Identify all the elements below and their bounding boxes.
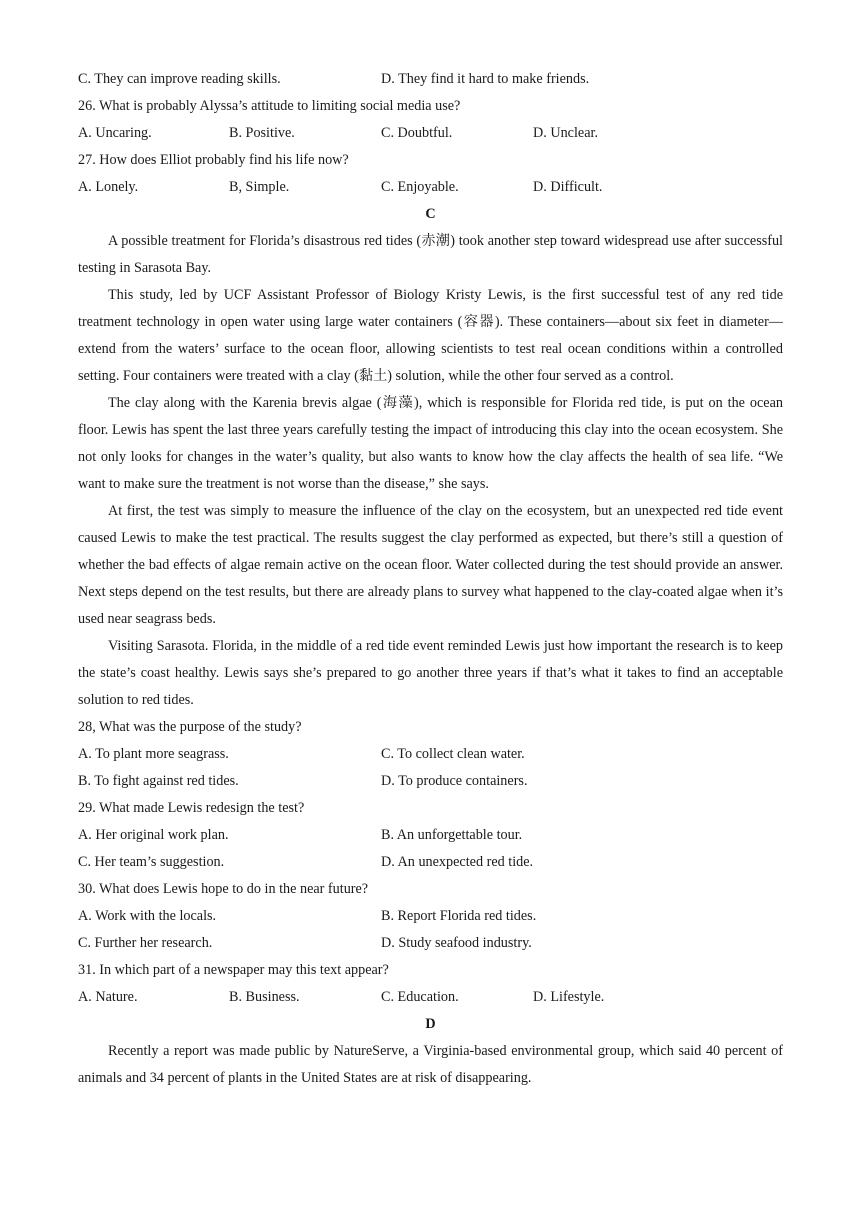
q26-option-c: C. Doubtful. (381, 125, 453, 141)
q26-question: 26. What is probably Alyssa’s attitude to limiting social media use? (78, 98, 461, 114)
q28-option-b: B. To fight against red tides. (78, 773, 239, 789)
q29-option-c: C. Her team’s suggestion. (78, 854, 225, 870)
q28-question: 28, What was the purpose of the study? (78, 719, 302, 735)
q25-options (78, 66, 783, 93)
q25-option-c: C. They can improve reading skills. (78, 71, 281, 87)
document-page (78, 66, 783, 1092)
q29-options-row2 (78, 849, 783, 876)
section-c-paragraph-2: This study, led by UCF Assistant Professor of Biology Kristy Lewis, is the first successful test of any red tide treatment technology in open water using large water containers (容器). These containers—about six feet in diameter—extend from the waters’ surface to the ocean floor, allowing scientists to test real ocean conditions within a controlled setting. Four containers were treated with a clay (黏土) solution, while the other four served as a control. (78, 287, 783, 384)
q31-option-d: D. Lifestyle. (533, 989, 605, 1005)
q30-option-a: A. Work with the locals. (78, 908, 217, 924)
q27-question: 27. How does Elliot probably find his life now? (78, 152, 349, 168)
q31-question: 31. In which part of a newspaper may this text appear? (78, 962, 389, 978)
section-d-paragraph-1: Recently a report was made public by NatureServe, a Virginia-based environmental group, which said 40 percent of animals and 34 percent of plants in the United States are at risk of disappearing. (78, 1043, 783, 1086)
q29-option-b: B. An unforgettable tour. (381, 827, 523, 843)
q25-option-d: D. They find it hard to make friends. (381, 71, 590, 87)
q31-options (78, 984, 783, 1011)
section-c-paragraph-4: At first, the test was simply to measure the influence of the clay on the ecosystem, but an unexpected red tide event caused Lewis to make the test practical. The results suggest the clay performed as expected, but there’s still a question of whether the bad effects of algae remain active on the ocean floor. Water collected during the test should provide an answer. Next steps depend on the test results, but there are already plans to survey what happened to the clay-coated algae when it’s used near seagrass beds. (78, 503, 783, 627)
section-c-paragraph-1: A possible treatment for Florida’s disastrous red tides (赤潮) took another step toward widespread use after successful testing in Sarasota Bay. (78, 233, 783, 276)
q31-option-c: C. Education. (381, 989, 459, 1005)
section-c-paragraph-5: Visiting Sarasota. Florida, in the middle of a red tide event reminded Lewis just how important the research is to keep the state’s coast healthy. Lewis says she’s prepared to go another three years if that’s what it takes to find an acceptable solution to red tides. (78, 638, 783, 708)
q26-option-b: B. Positive. (229, 125, 295, 141)
q27-option-d: D. Difficult. (533, 179, 603, 195)
section-c-heading: C (425, 206, 436, 222)
q28-options-row1 (78, 741, 783, 768)
q29-option-a: A. Her original work plan. (78, 827, 229, 843)
q27-option-b: B, Simple. (229, 179, 290, 195)
q28-option-a: A. To plant more seagrass. (78, 746, 229, 762)
q30-options-row1 (78, 903, 783, 930)
q26-options (78, 120, 783, 147)
q27-options (78, 174, 783, 201)
q28-options-row2 (78, 768, 783, 795)
section-c-paragraph-3: The clay along with the Karenia brevis algae (海藻), which is responsible for Florida red tide, is put on the ocean floor. Lewis has spent the last three years carefully testing the impact of introducing this clay into the ocean ecosystem. She not only looks for changes in the water’s quality, but also wants to know how the clay affects the health of sea life. “We want to make sure the treatment is not worse than the disease,” she says. (78, 395, 783, 492)
q26-option-d: D. Unclear. (533, 125, 598, 141)
q30-question: 30. What does Lewis hope to do in the near future? (78, 881, 369, 897)
q30-option-c: C. Further her research. (78, 935, 213, 951)
q29-option-d: D. An unexpected red tide. (381, 854, 534, 870)
q28-option-c: C. To collect clean water. (381, 746, 525, 762)
q31-option-b: B. Business. (229, 989, 300, 1005)
q27-option-a: A. Lonely. (78, 179, 139, 195)
q27-option-c: C. Enjoyable. (381, 179, 459, 195)
q30-option-d: D. Study seafood industry. (381, 935, 532, 951)
q26-option-a: A. Uncaring. (78, 125, 152, 141)
q28-option-d: D. To produce containers. (381, 773, 528, 789)
q29-options-row1 (78, 822, 783, 849)
q30-options-row2 (78, 930, 783, 957)
q31-option-a: A. Nature. (78, 989, 138, 1005)
q29-question: 29. What made Lewis redesign the test? (78, 800, 305, 816)
section-d-heading: D (425, 1016, 436, 1032)
q30-option-b: B. Report Florida red tides. (381, 908, 537, 924)
